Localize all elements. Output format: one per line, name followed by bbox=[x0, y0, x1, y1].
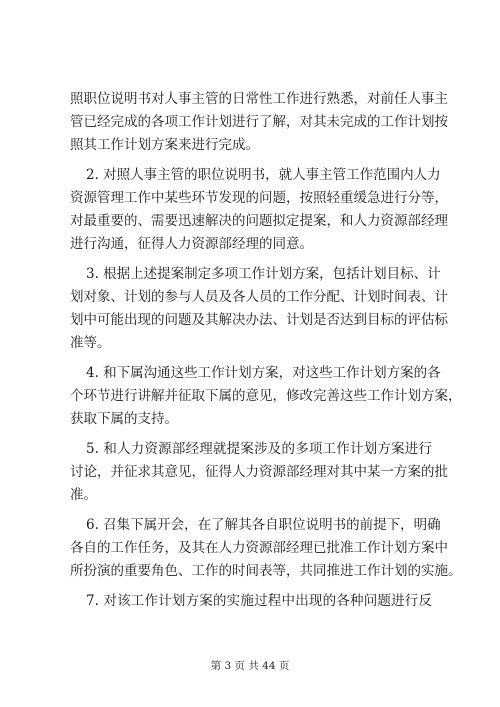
text-line: 3. 根据上述提案制定多项工作计划方案，包括计划目标、计 bbox=[86, 266, 441, 282]
text-line: 进行沟通，征得人力资源部经理的同意。 bbox=[70, 236, 313, 252]
paragraph-item-6 bbox=[70, 514, 462, 583]
page-number-footer: 第 3 页 共 44 页 bbox=[210, 660, 290, 672]
paragraph-item-3 bbox=[70, 263, 448, 355]
text-line: 划对象、计划的参与人员及各人员的工作分配、计划时间表、计 bbox=[70, 289, 448, 305]
text-line: 对最重要的、需要迅速解决的问题拟定提案，和人力资源部经理 bbox=[70, 213, 448, 229]
text-line: 获取下属的支持。 bbox=[70, 411, 178, 427]
document-body bbox=[70, 88, 462, 613]
text-line: 个环节进行讲解并征取下属的意见，修改完善这些工作计划方案， bbox=[70, 388, 462, 404]
text-line: 准。 bbox=[70, 487, 97, 503]
text-line: 资源管理工作中某些环节发现的问题，按照轻重缓急进行分等， bbox=[70, 190, 448, 206]
paragraph-item-7 bbox=[70, 590, 432, 613]
text-line: 各自的工作任务，及其在人力资源部经理已批准工作计划方案中 bbox=[70, 540, 448, 556]
text-line: 5. 和人力资源部经理就提案涉及的多项工作计划方案进行 bbox=[86, 441, 432, 457]
text-line: 管已经完成的各项工作计划进行了解，对其未完成的工作计划按 bbox=[70, 114, 448, 130]
text-line: 照其工作计划方案来进行完成。 bbox=[70, 137, 259, 153]
text-line: 6. 召集下属开会，在了解其各自职位说明书的前提下，明确 bbox=[86, 517, 441, 533]
text-line: 划中可能出现的问题及其解决办法、计划是否达到目标的评估标 bbox=[70, 312, 448, 328]
text-line: 4. 和下属沟通这些工作计划方案，对这些工作计划方案的各 bbox=[86, 365, 441, 381]
paragraph-item-4 bbox=[70, 362, 462, 431]
paragraph-continuation bbox=[70, 88, 448, 157]
text-line: 准等。 bbox=[70, 335, 111, 351]
paragraph-item-2 bbox=[70, 164, 448, 256]
text-line: 2. 对照人事主管的职位说明书，就人事主管工作范围内人力 bbox=[86, 167, 441, 183]
paragraph-item-5 bbox=[70, 438, 448, 507]
text-line: 7. 对该工作计划方案的实施过程中出现的各种问题进行反 bbox=[86, 593, 432, 609]
text-line: 照职位说明书对人事主管的日常性工作进行熟悉，对前任人事主 bbox=[70, 91, 448, 107]
text-line: 所扮演的重要角色、工作的时间表等，共同推进工作计划的实施。 bbox=[70, 563, 462, 579]
text-line: 讨论，并征求其意见，征得人力资源部经理对其中某一方案的批 bbox=[70, 464, 448, 480]
